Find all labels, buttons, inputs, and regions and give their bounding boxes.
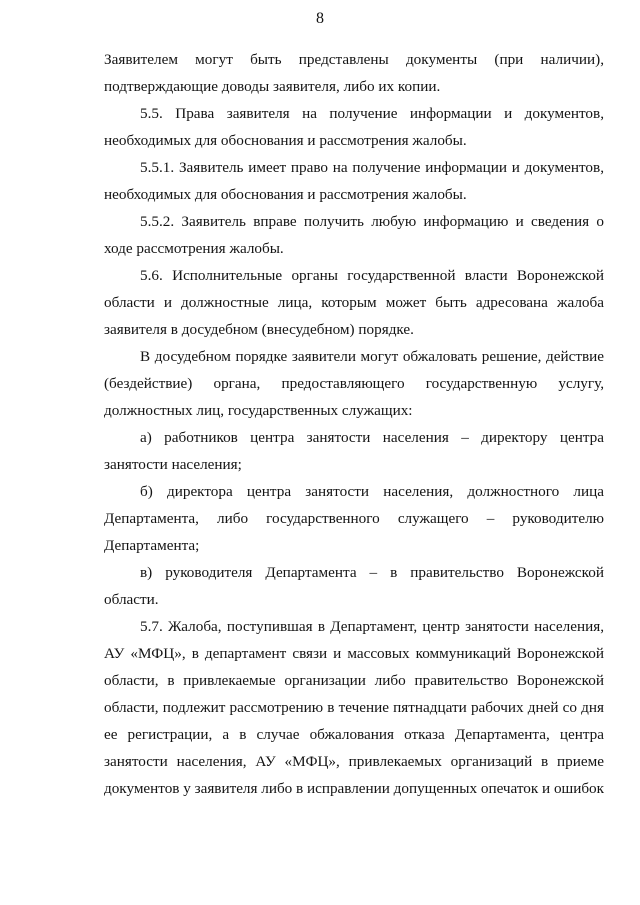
text-line: а) работников центра занятости населения – директору центра xyxy=(140,429,604,446)
text-line: 5.5.1. Заявитель имеет право на получение информации и документов, xyxy=(140,159,604,176)
paragraph-p2 xyxy=(104,100,604,154)
page-number: 8 xyxy=(316,10,324,27)
text-line: в) руководителя Департамента – в правительство Воронежской xyxy=(140,564,604,581)
text-line: Заявителем могут быть представлены документы (при наличии), xyxy=(104,51,604,68)
paragraph-p3 xyxy=(104,154,604,208)
text-line: документов у заявителя либо в исправлении допущенных опечаток и ошибок xyxy=(104,780,604,797)
paragraph-p7 xyxy=(104,424,604,478)
text-line: 5.5. Права заявителя на получение информации и документов, xyxy=(140,105,604,122)
text-line: 5.6. Исполнительные органы государственной власти Воронежской xyxy=(140,267,604,284)
text-line: области, в привлекаемые организации либо правительство Воронежской xyxy=(104,672,604,689)
text-line: Департамента; xyxy=(104,537,200,554)
paragraph-p8 xyxy=(104,478,604,559)
text-line: подтверждающие доводы заявителя, либо их копии. xyxy=(104,78,441,95)
paragraph-p5 xyxy=(104,262,604,343)
text-line: области, подлежит рассмотрению в течение пятнадцати рабочих дней со дня xyxy=(104,699,604,716)
paragraph-p6 xyxy=(104,343,604,424)
text-line: занятости населения, АУ «МФЦ», привлекаемых организаций в приеме xyxy=(104,753,604,770)
document-body xyxy=(104,46,604,802)
text-line: необходимых для обоснования и рассмотрения жалобы. xyxy=(104,132,467,149)
text-line: 5.5.2. Заявитель вправе получить любую информацию и сведения о xyxy=(140,213,604,230)
text-line: заявителя в досудебном (внесудебном) порядке. xyxy=(104,321,414,338)
paragraph-p1 xyxy=(104,46,604,100)
text-line: 5.7. Жалоба, поступившая в Департамент, центр занятости населения, xyxy=(140,618,604,635)
text-line: АУ «МФЦ», в департамент связи и массовых коммуникаций Воронежской xyxy=(104,645,604,662)
text-line: области. xyxy=(104,591,159,608)
text-line: ее регистрации, а в случае обжалования отказа Департамента, центра xyxy=(104,726,604,743)
text-line: ходе рассмотрения жалобы. xyxy=(104,240,284,257)
text-line: области и должностные лица, которым может быть адресована жалоба xyxy=(104,294,604,311)
text-line: занятости населения; xyxy=(104,456,242,473)
paragraph-p9 xyxy=(104,559,604,613)
text-line: (бездействие) органа, предоставляющего государственную услугу, xyxy=(104,375,604,392)
paragraph-p10 xyxy=(104,613,604,802)
paragraph-p4 xyxy=(104,208,604,262)
text-line: В досудебном порядке заявители могут обжаловать решение, действие xyxy=(140,348,604,365)
text-line: должностных лиц, государственных служащих: xyxy=(104,402,413,419)
text-line: необходимых для обоснования и рассмотрения жалобы. xyxy=(104,186,467,203)
text-line: б) директора центра занятости населения, должностного лица xyxy=(140,483,604,500)
text-line: Департамента, либо государственного служащего – руководителю xyxy=(104,510,604,527)
